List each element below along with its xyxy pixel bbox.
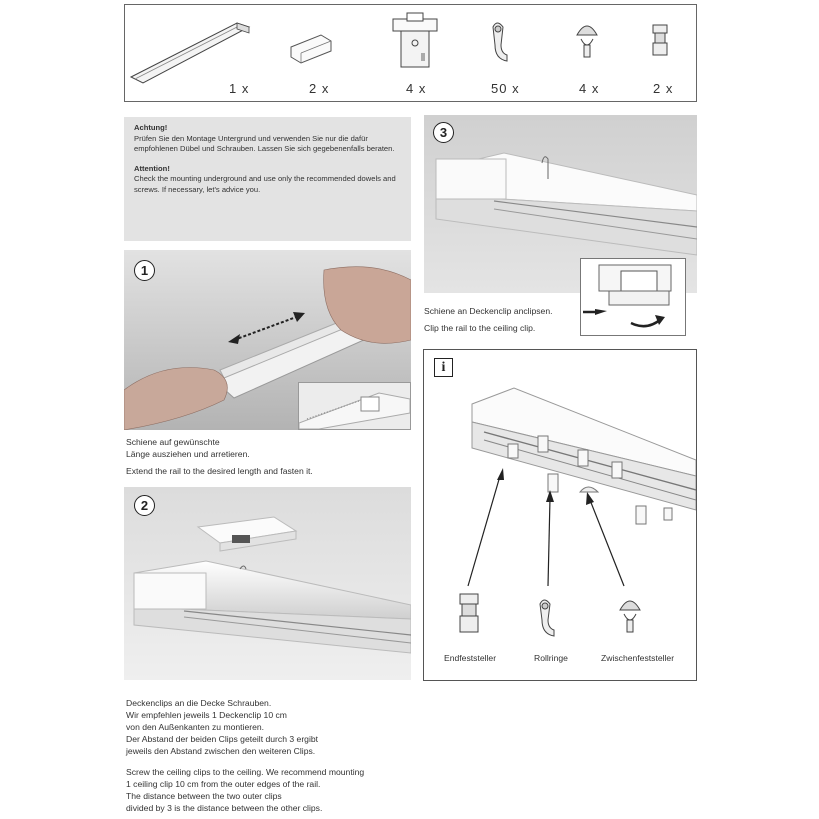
- step1-caption-de-2: Länge ausziehen und arretieren.: [126, 449, 250, 459]
- roller-hook-icon: [493, 23, 507, 61]
- step2-caption-de-4: Der Abstand der beiden Clips geteilt durch 3 ergibt: [126, 734, 319, 744]
- step1-caption-de-1: Schiene auf gewünschte: [126, 437, 220, 447]
- step2-caption-en-2: 1 ceiling clip 10 cm from the outer edges of the rail.: [126, 779, 321, 789]
- info-box: [423, 349, 697, 681]
- step1-detail-inset: [298, 382, 411, 430]
- step2-caption-de-5: jeweils den Abstand zwischen den weiteren Clips.: [126, 746, 316, 756]
- step3-number: 3: [433, 122, 454, 143]
- label-intermediate-stopper: Zwischenfeststeller: [601, 653, 675, 663]
- warning-title-en: Attention!: [134, 163, 170, 173]
- step1-caption: [126, 436, 416, 477]
- step2-caption-en-4: divided by 3 is the distance between the other clips.: [126, 803, 323, 813]
- warning-box: [124, 117, 411, 241]
- step2-caption-de-1: Deckenclips an die Decke Schrauben.: [126, 698, 272, 708]
- step3-caption: [424, 305, 624, 334]
- label-roller-rings: Rollringe: [534, 653, 568, 663]
- part-count-rail: 1 x: [229, 81, 250, 96]
- part-count-ceiling-clip: 4 x: [406, 81, 427, 96]
- info-icon: i: [434, 358, 453, 377]
- step2-caption-en-3: The distance between the two outer clips: [126, 791, 282, 801]
- step1-photo: [124, 250, 411, 430]
- end-cap-icon: [291, 35, 331, 63]
- step2-photo: [124, 487, 411, 680]
- step3-caption-de: Schiene an Deckenclip anclipsen.: [424, 306, 553, 316]
- label-end-stopper: Endfeststeller: [444, 653, 497, 663]
- step2-number: 2: [134, 495, 155, 516]
- roller-hook-icon: [540, 600, 554, 636]
- end-stopper-icon: [460, 594, 478, 632]
- part-count-end-cap: 2 x: [309, 81, 330, 96]
- ceiling-clip-icon: [393, 13, 437, 67]
- step2-caption-en-1: Screw the ceiling clips to the ceiling. We recommend mounting: [126, 767, 365, 777]
- step2-caption-de-3: von den Außenkanten zu montieren.: [126, 722, 265, 732]
- step2-caption-de-2: Wir empfehlen jeweils 1 Deckenclip 10 cm: [126, 710, 287, 720]
- intermediate-stopper-icon: [577, 26, 597, 57]
- part-count-intermediate-stopper: 4 x: [579, 81, 600, 96]
- rail-icon: [131, 23, 249, 83]
- warning-title-de: Achtung!: [134, 123, 168, 132]
- step1-number: 1: [134, 260, 155, 281]
- part-count-roller-hook: 50 x: [491, 81, 520, 96]
- intermediate-stopper-icon: [620, 601, 640, 632]
- step2-caption: [126, 697, 456, 814]
- step1-caption-en: Extend the rail to the desired length and fasten it.: [126, 466, 313, 476]
- warning-text-de: Prüfen Sie den Montage Untergrund und verwenden Sie nur die dafür empfohlenen Dübel und Schrauben. Lassen Sie sich gegebenenfalls beraten.: [134, 133, 395, 153]
- parts-overview: [124, 4, 697, 102]
- warning-text-en: Check the mounting underground and use only the recommended dowels and screws. If necessary, let's advice you.: [134, 174, 396, 194]
- end-stopper-icon: [653, 25, 667, 55]
- step3-caption-en: Clip the rail to the ceiling clip.: [424, 323, 536, 333]
- part-count-end-stopper: 2 x: [653, 81, 674, 96]
